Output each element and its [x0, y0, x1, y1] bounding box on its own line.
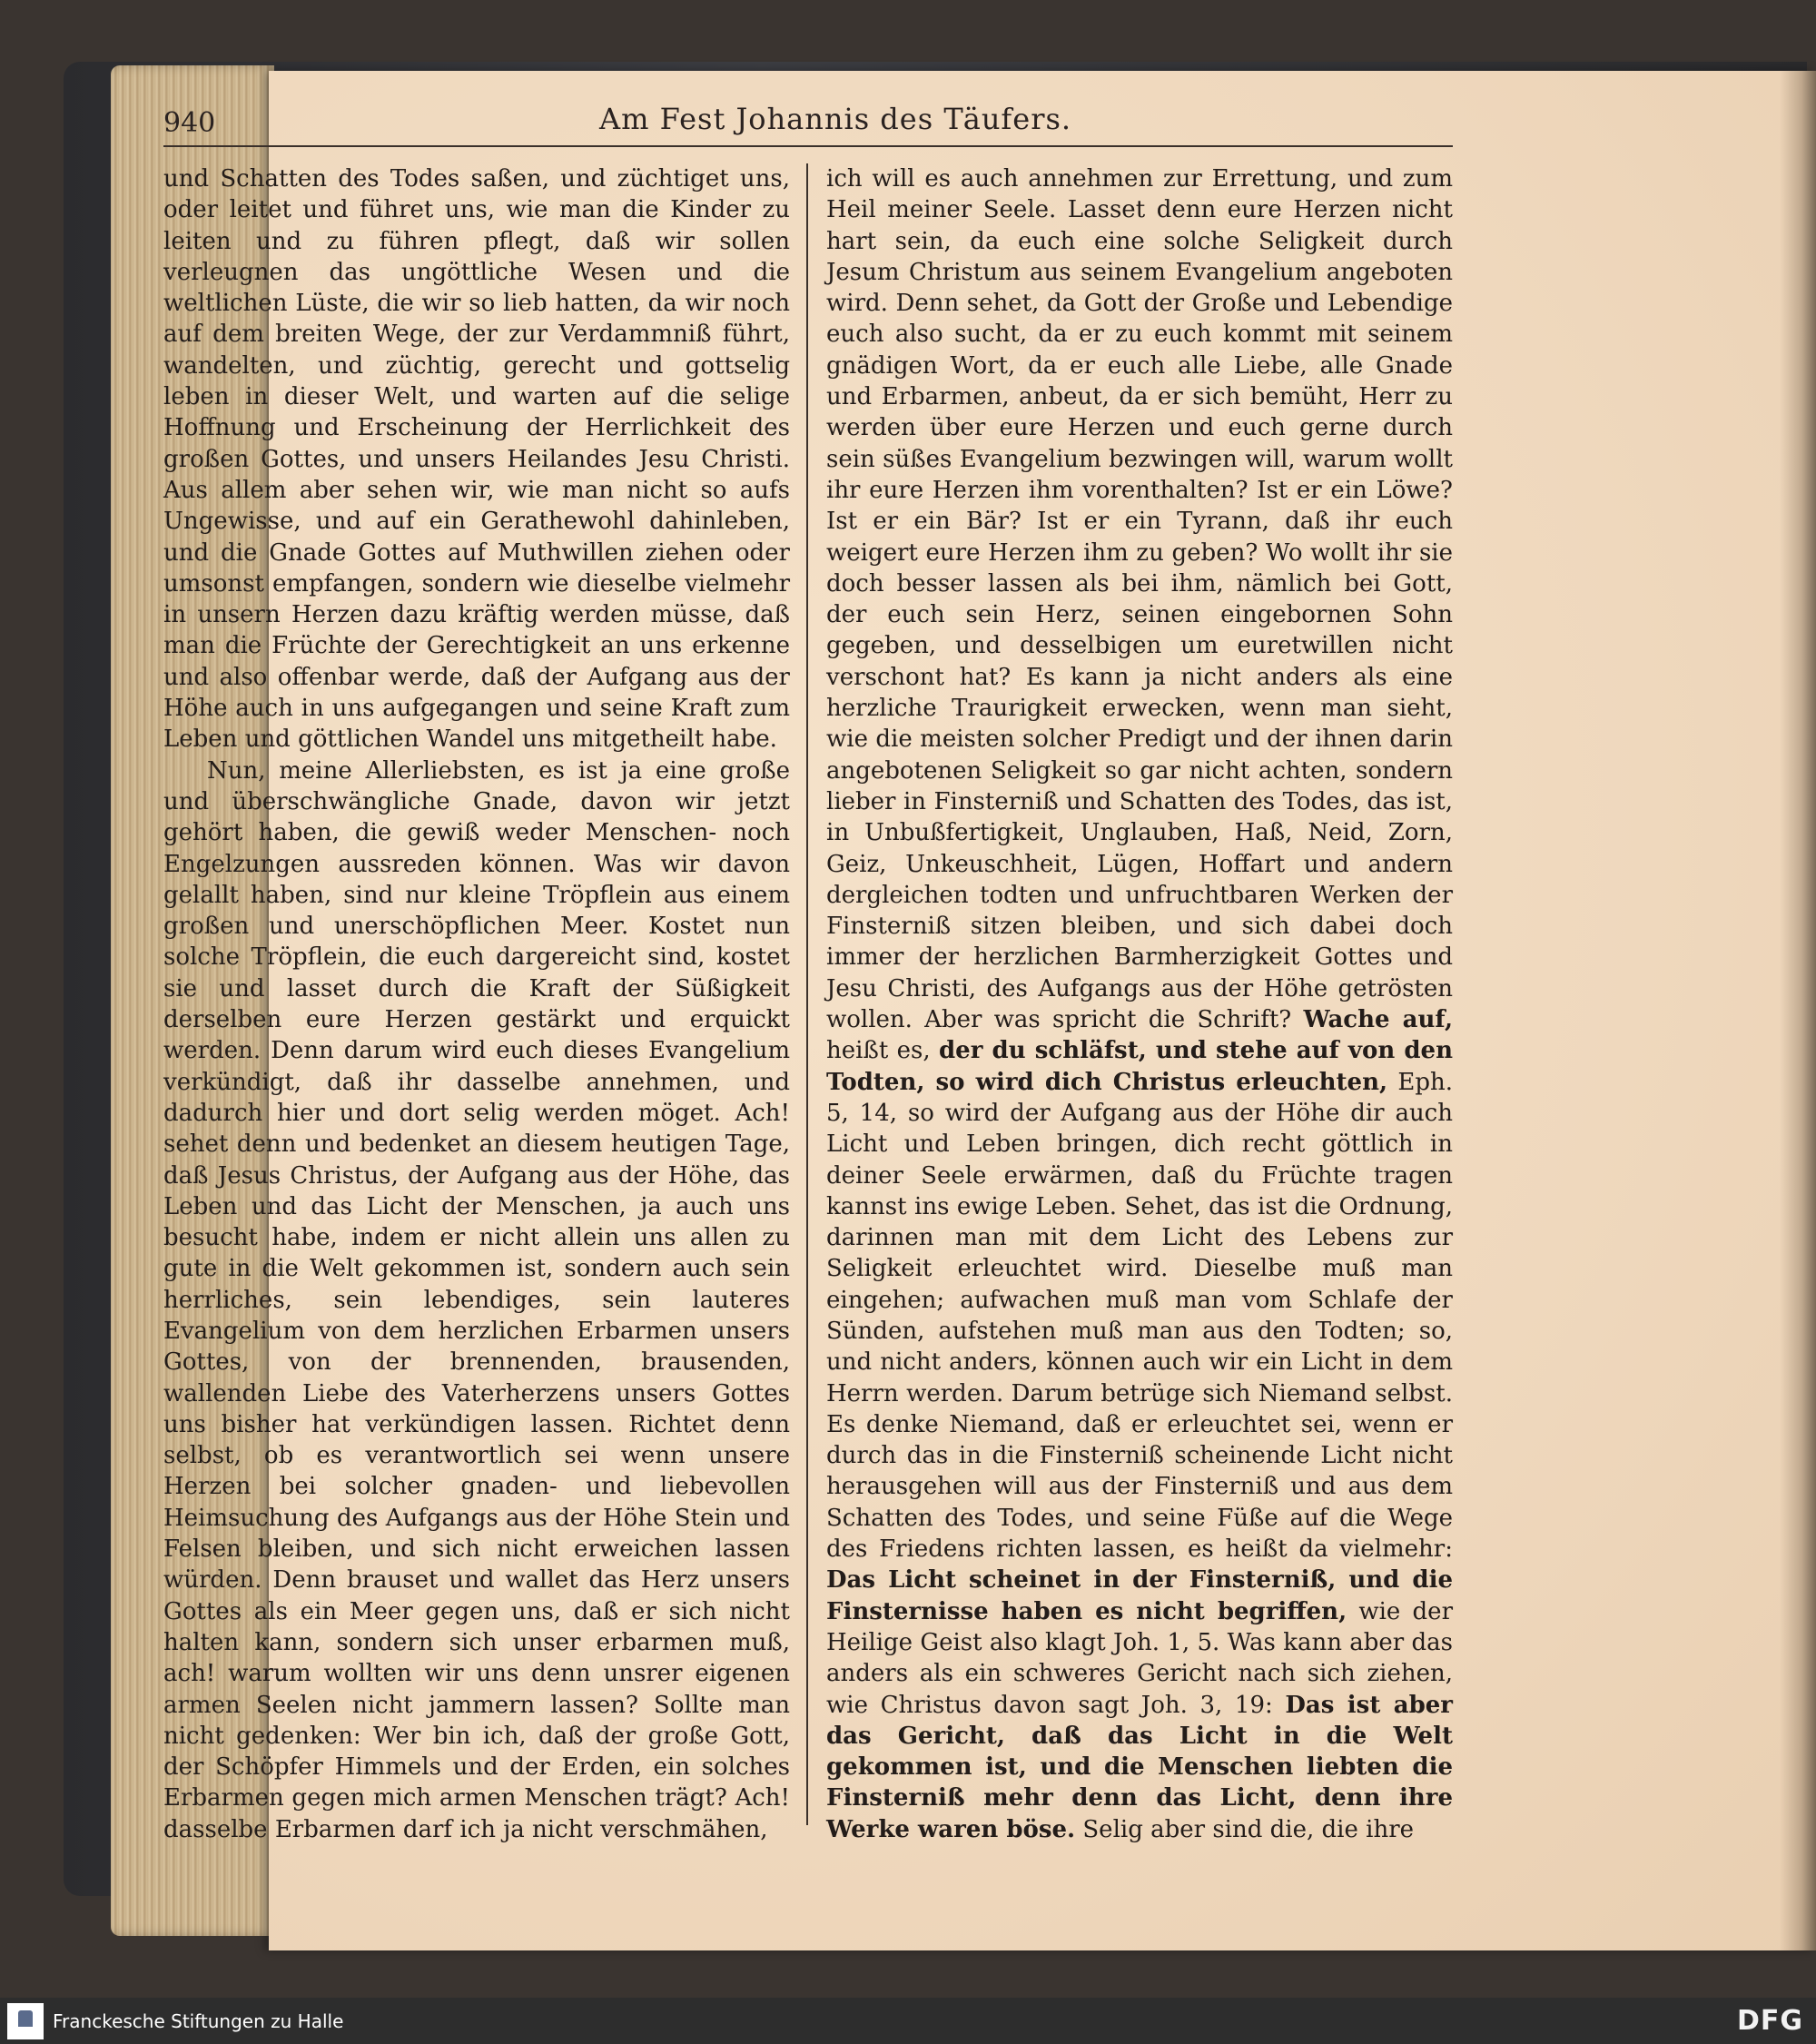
running-title: Am Fest Johannis des Täufers.: [599, 102, 1072, 136]
page-number: 940: [163, 107, 216, 139]
left-column: [163, 163, 790, 1845]
bold-quote: Wache auf,: [1303, 1006, 1454, 1034]
bold-quote: Das Licht scheinet in der Finsterniß, und die Finsternisse haben es nicht begriffen,: [826, 1566, 1453, 1625]
text-run: Eph. 5, 14, so wird der Aufgang aus der Höhe dir auch Licht und Leben bringen, dich recht göttlich in deiner Seele erwärmen, daß du Früchte tragen kannst ins ewige Leben. Sehet, das ist die Ordnung, darinnen man mit dem Licht des Lebens zur Seligkeit erleuchtet wird. Dieselbe muß man eingehen; aufwachen muß man vom Schlafe der Sünden, aufstehen muß man aus den Todten; so, und nicht anders, können auch wir ein Licht in dem Herrn werden. Darum betrüge sich Niemand selbst. Es denke Niemand, daß er erleuchtet sei, wenn er durch das in die Finsterniß scheinende Licht nicht herausgehen will aus der Finsterniß und aus dem Schatten des Todes, und seine Füße auf die Wege des Friedens richten lassen, es heißt da vielmehr:: [826, 1068, 1453, 1564]
institution-logo-icon: [7, 2003, 44, 2039]
paragraph: Nun, meine Allerliebsten, es ist ja eine große und überschwängliche Gnade, davon wir jetzt gehört haben, die gewiß weder Menschen- noch Engelzungen aussreden können. Was wir davon gelallt haben, sind nur kleine Tröpflein aus einem großen und unerschöpflichen Meer. Kostet nun solche Tröpflein, die euch dargereicht sind, kostet sie und lasset durch die Kraft der Süßigkeit derselben eure Herzen gestärkt und erquickt werden. Denn darum wird euch dieses Evangelium verkündigt, daß ihr dasselbe annehmen, und dadurch hier und dort selig werden möget. Ach! sehet denn und bedenket an diesem heutigen Tage, daß Jesus Christus, der Aufgang aus der Höhe, das Leben und das Licht der Menschen, ja auch uns besucht habe, indem er nicht allein uns allen zu gute in die Welt gekommen ist, sondern auch sein herrliches, sein lebendiges, sein lauteres Evangelium von dem herzlichen Erbarmen unsers Gottes, von der brennenden, brausenden, wallenden Liebe des Vaterherzens unsers Gottes uns bisher hat verkündigen lassen. Richtet denn selbst, ob es verantwortlich sei wenn unsere Herzen bei solcher gnaden- und liebevollen Heimsuchung des Aufgangs aus der Höhe Stein und Felsen bleiben, und sich nicht erweichen lassen würden. Denn brauset und wallet das Herz unsers Gottes als ein Meer gegen uns, daß er sich nicht halten kann, sondern sich unser erbarmen muß, ach! warum wollten wir uns denn unsrer eigenen armen Seelen nicht jammern lassen? Sollte man nicht gedenken: Wer bin ich, daß der große Gott, der Schöpfer Himmels und der Erden, ein solches Erbarmen gegen mich armen Menschen trägt? Ach! dasselbe Erbarmen darf ich ja nicht verschmähen,: [163, 756, 790, 1843]
paragraph: [826, 163, 1453, 1845]
paragraph: und Schatten des Todes saßen, und züchtiget uns, oder leitet und führet uns, wie man die Kinder zu leiten und zu führen pflegt, daß wir sollen verleugnen das ungöttliche Wesen und die weltlichen Lüste, die wir so lieb hatten, da wir noch auf dem breiten Wege, der zur Verdammniß führt, wandelten, und züchtig, gerecht und gottselig leben in dieser Welt, und warten auf die selige Hoffnung und Erscheinung der Herrlichkeit des großen Gottes, und unsers Heilandes Jesu Christi. Aus allem aber sehen wir, wie man nicht so aufs Ungewisse, und auf ein Gerathewohl dahinleben, und die Gnade Gottes auf Muthwillen ziehen oder umsonst empfangen, sondern wie dieselbe vielmehr in unsern Herzen dazu kräftig werden müsse, daß man die Früchte der Gerechtigkeit an uns erkenne und also offenbar werde, daß der Aufgang aus der Höhe auch in uns aufgegangen und seine Kraft zum Leben und göttlichen Wandel uns mitgetheilt habe.: [163, 165, 790, 754]
logo-mark: [18, 2010, 33, 2027]
text-run: heißt es,: [826, 1037, 931, 1065]
text-run: ich will es auch annehmen zur Errettung, und zum Heil meiner Seele. Lasset denn eure Herzen nicht hart sein, da euch eine solche Seligkeit durch Jesum Christum aus seinem Evangelium angeboten wird. Denn sehet, da Gott der Große und Lebendige euch also sucht, da er zu euch kommt mit seinem gnädigen Wort, da er euch alle Liebe, alle Gnade und Erbarmen, anbeut, da er sich bemüht, Herr zu werden über eure Herzen und euch gerne durch sein süßes Evangelium bezwingen will, warum wollt ihr eure Herzen ihm vorenthalten? Ist er ein Löwe? Ist er ein Bär? Ist er ein Tyrann, daß ihr euch weigert eure Herzen ihm zu geben? Wo wollt ihr sie doch besser lassen als bei ihm, nämlich bei Gott, der euch sein Herz, seinen eingebornen Sohn gegeben, und desselbigen um euretwillen nicht verschont hat? Es kann ja nicht anders als eine herzliche Traurigkeit erwecken, wenn man sieht, wie die meisten solcher Predigt und der ihnen darin angebotenen Seligkeit so gar nicht achten, sondern lieber in Finsterniß und Schatten des Todes, das ist, in Unbußfertigkeit, Unglauben, Haß, Neid, Zorn, Geiz, Unkeuschheit, Lügen, Hoffart und andern dergleichen todten und unfruchtbaren Werken der Finsterniß sitzen bleiben, und sich dabei doch immer der herzlichen Barmherzigkeit Gottes und Jesu Christi, des Aufgangs aus der Höhe getrösten wollen. Aber was spricht die Schrift?: [826, 165, 1453, 1034]
bold-quote: der du schläfst, und stehe auf von den Todten, so wird dich Christus erleuchten,: [826, 1037, 1453, 1096]
text-run: Selig aber sind die, die ihre: [1082, 1815, 1415, 1843]
institution-name: Franckesche Stiftungen zu Halle: [53, 2010, 344, 2032]
page-gutter-shadow: [1780, 71, 1816, 1950]
header-rule: [163, 145, 1453, 147]
bold-quote: Das ist aber das Gericht, daß das Licht in die Welt gekommen ist, und die Menschen liebten die Finsterniß mehr denn das Licht, denn ihre Werke waren böse.: [826, 1691, 1453, 1843]
text-run: wie der Heilige Geist also klagt Joh. 1, 5. Was kann aber das anders als ein schweres Gericht nach sich ziehen, wie Christus davon sagt Joh. 3, 19:: [826, 1597, 1453, 1719]
column-divider: [806, 163, 808, 1825]
footer-bar: [0, 1998, 1816, 2044]
dfg-logo: DFG: [1736, 2005, 1803, 2037]
right-column: [826, 163, 1453, 1845]
running-head: [163, 100, 1453, 145]
